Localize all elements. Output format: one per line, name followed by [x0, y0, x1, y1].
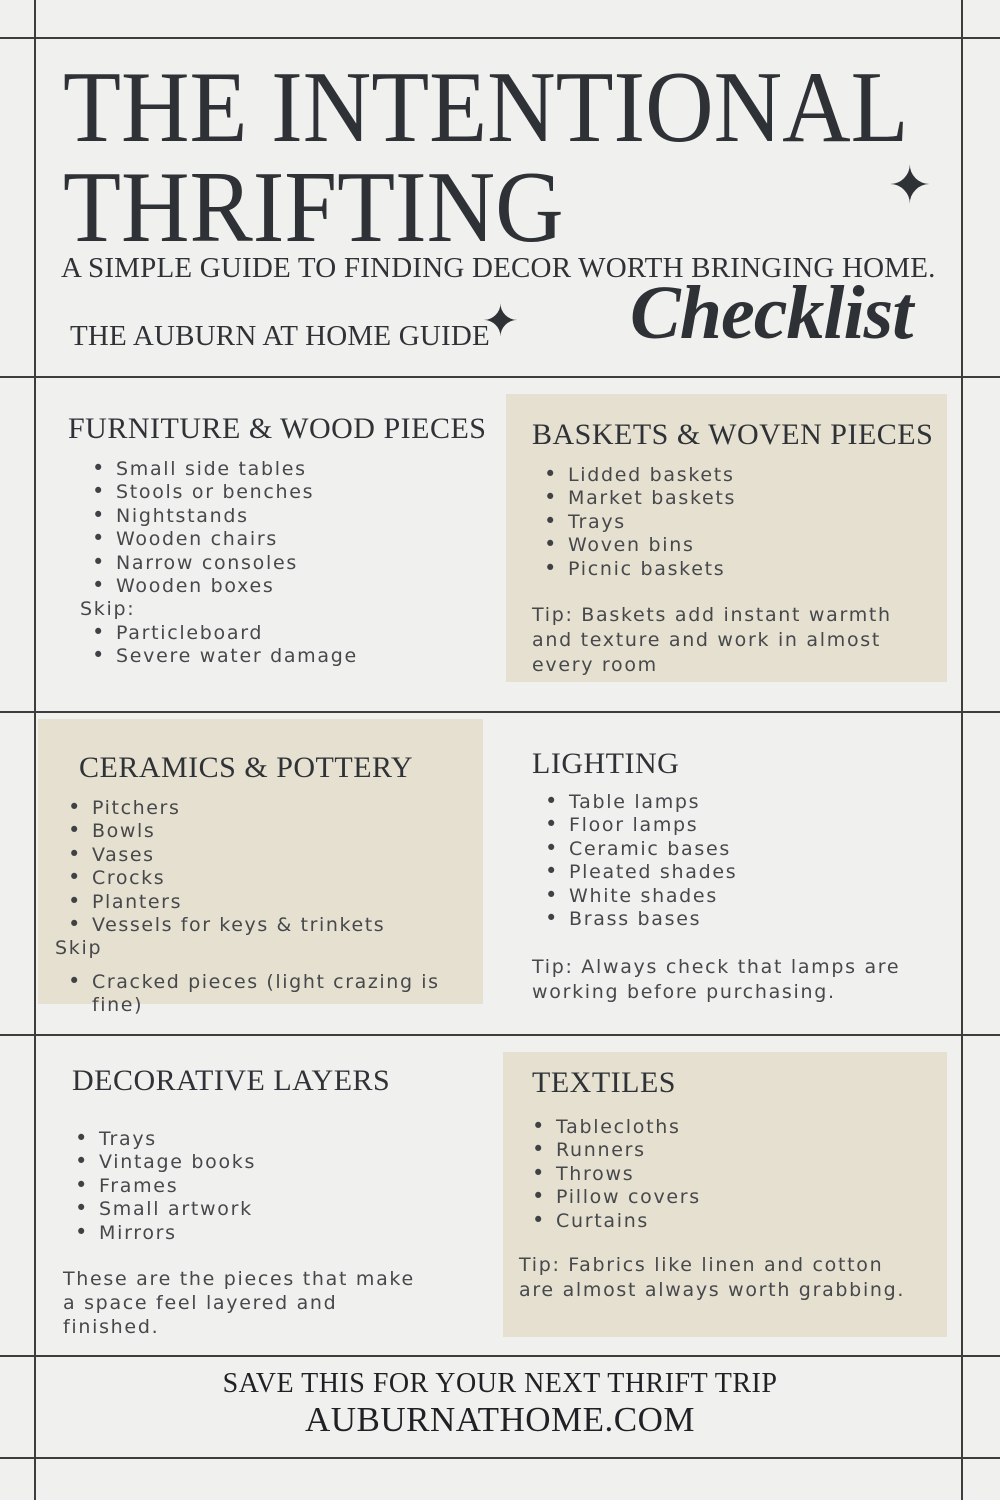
grid-line-horizontal-4 — [0, 1034, 1000, 1036]
checklist-item: • Brass bases — [545, 908, 956, 931]
section-title-textiles: TEXTILES — [532, 1066, 676, 1099]
checklist-item: • Particleboard — [92, 622, 492, 645]
checklist-item: • Market baskets — [544, 487, 925, 510]
sparkle-icon: ✦ — [482, 296, 519, 347]
checklist-item: • Lidded baskets — [544, 464, 925, 487]
skip-label-furniture: Skip: — [80, 598, 136, 621]
checklist-item: • Vessels for keys & trinkets — [68, 914, 477, 937]
checklist-item: • Crocks — [68, 867, 477, 890]
page-title-line1: THE INTENTIONAL — [63, 51, 909, 164]
checklist-item: • Pitchers — [68, 797, 477, 820]
checklist-item: • Planters — [68, 891, 477, 914]
checklist-item: • Trays — [544, 511, 925, 534]
checklist-item: • Vases — [68, 844, 477, 867]
checklist-item: • Frames — [75, 1175, 463, 1198]
checklist-item: • Stools or benches — [92, 481, 492, 504]
checklist-item: • Tablecloths — [532, 1116, 923, 1139]
checklist-item: • Picnic baskets — [544, 558, 925, 581]
section-lighting — [532, 745, 956, 1005]
checklist-item: • Table lamps — [545, 791, 956, 814]
grid-line-vertical-left — [34, 0, 36, 1500]
checklist-item: • White shades — [545, 885, 956, 908]
checklist-item: • Wooden boxes — [92, 575, 492, 598]
checklist-item: • Throws — [532, 1163, 923, 1186]
footer-tagline: SAVE THIS FOR YOUR NEXT THRIFT TRIP — [222, 1368, 778, 1399]
furniture-list — [92, 458, 492, 598]
section-furniture — [68, 410, 492, 669]
ceramics-list — [68, 797, 477, 937]
grid-line-horizontal-6 — [0, 1457, 1000, 1459]
section-title-ceramics: CERAMICS & POTTERY — [79, 751, 414, 784]
checklist-item: • Small artwork — [75, 1198, 463, 1221]
checklist-item: • Nightstands — [92, 505, 492, 528]
footer-website: AUBURNATHOME.COM — [304, 1400, 696, 1439]
checklist-item: • Pleated shades — [545, 861, 956, 884]
checklist-item: • Runners — [532, 1139, 923, 1162]
checklist-item: • Trays — [75, 1128, 463, 1151]
section-title-furniture: FURNITURE & WOOD PIECES — [68, 412, 487, 445]
checklist-item: • Floor lamps — [545, 814, 956, 837]
checklist-item: • Vintage books — [75, 1151, 463, 1174]
checklist-item: • Pillow covers — [532, 1186, 923, 1209]
tip-baskets: Tip: Baskets add instant warmth and texture and work in almost every room — [532, 604, 892, 677]
lighting-list — [545, 791, 956, 931]
section-ceramics — [38, 719, 483, 1017]
section-title-decorative: DECORATIVE LAYERS — [72, 1064, 391, 1097]
section-decorative — [63, 1062, 463, 1339]
tip-lighting: Tip: Always check that lamps are working before purchasing. — [532, 956, 901, 1004]
section-title-lighting: LIGHTING — [532, 747, 680, 780]
section-textiles — [503, 1052, 947, 1337]
textiles-list — [532, 1116, 923, 1233]
checklist-item: • Wooden chairs — [92, 528, 492, 551]
grid-line-horizontal-5 — [0, 1355, 1000, 1357]
skip-label-ceramics: Skip — [55, 937, 103, 960]
tip-textiles: Tip: Fabrics like linen and cotton are almost always worth grabbing. — [519, 1254, 906, 1302]
decorative-list — [75, 1128, 463, 1245]
furniture-skip-list — [92, 622, 492, 669]
checklist-item: • Bowls — [68, 820, 477, 843]
brand-line: THE AUBURN AT HOME GUIDE — [70, 320, 490, 352]
page-title — [63, 51, 909, 264]
checklist-item: • Woven bins — [544, 534, 925, 557]
sparkle-icon: ✦ — [888, 156, 932, 216]
checklist-item: • Cracked pieces (light crazing is fine) — [68, 971, 477, 1018]
grid-line-horizontal-1 — [0, 37, 1000, 39]
grid-line-vertical-right — [961, 0, 963, 1500]
checklist-item: • Mirrors — [75, 1222, 463, 1245]
section-title-baskets: BASKETS & WOVEN PIECES — [532, 418, 934, 451]
subtitle: A SIMPLE GUIDE TO FINDING DECOR WORTH BRINGING HOME. — [61, 252, 936, 284]
page-title-line2: THRIFTING — [63, 151, 564, 264]
checklist-item: • Small side tables — [92, 458, 492, 481]
note-decorative: These are the pieces that make a space feel layered and finished. — [63, 1268, 415, 1339]
checklist-script-word: Checklist — [630, 271, 913, 355]
grid-line-horizontal-2 — [0, 376, 1000, 378]
baskets-list — [544, 464, 925, 581]
section-baskets — [506, 394, 947, 682]
checklist-item: • Narrow consoles — [92, 552, 492, 575]
checklist-item: • Ceramic bases — [545, 838, 956, 861]
grid-line-horizontal-3 — [0, 711, 1000, 713]
ceramics-skip-list — [68, 971, 477, 1018]
checklist-item: • Severe water damage — [92, 645, 492, 668]
checklist-item: • Curtains — [532, 1210, 923, 1233]
